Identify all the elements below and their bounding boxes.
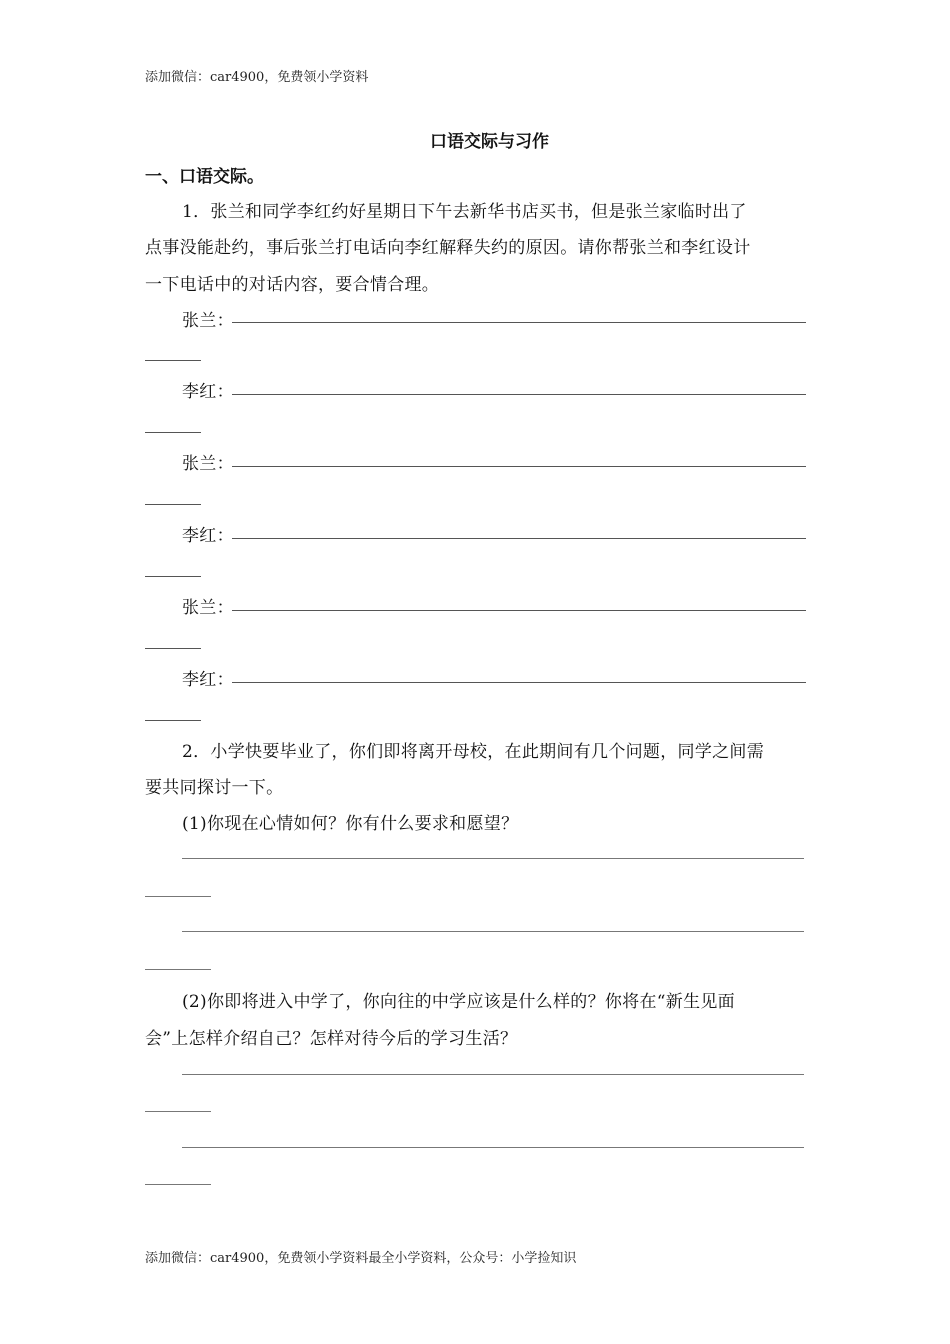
dialogue-speaker-3: 张兰： (182, 454, 234, 474)
q2-line-2: 要共同探讨一下。 (145, 778, 284, 798)
q2-line-1: 2．小学快要毕业了，你们即将离开母校，在此期间有几个问题，同学之间需 (182, 742, 765, 762)
q1-line-2: 点事没能赴约，事后张兰打电话向李红解释失约的原因。请你帮张兰和李红设计 (145, 238, 751, 258)
answer-line-tail (145, 360, 201, 361)
answer-line-tail (145, 432, 201, 433)
dialogue-speaker-1: 张兰： (182, 311, 234, 331)
answer-line-tail (145, 720, 201, 721)
q2-sub-question-1: (1)你现在心情如何？你有什么要求和愿望？ (182, 814, 519, 834)
section-heading-oral: 一、口语交际。 (145, 167, 264, 187)
answer-line[interactable] (232, 682, 806, 683)
answer-line[interactable] (182, 858, 804, 859)
q2-sub-question-2-line-2: 会”上怎样介绍自己？怎样对待今后的学习生活？ (145, 1029, 518, 1049)
page-title: 口语交际与习作 (430, 132, 549, 152)
answer-line[interactable] (232, 466, 806, 467)
dialogue-speaker-6: 李红： (182, 670, 234, 690)
answer-line[interactable] (232, 322, 806, 323)
page-header: 添加微信：car4900，免费领小学资料 (145, 70, 369, 85)
answer-line-tail (145, 648, 201, 649)
answer-line[interactable] (182, 1147, 804, 1148)
answer-line[interactable] (182, 1074, 804, 1075)
page-footer: 添加微信：car4900，免费领小学资料最全小学资料，公众号：小学捡知识 (145, 1251, 577, 1266)
dialogue-speaker-4: 李红： (182, 526, 234, 546)
q1-line-1: 1．张兰和同学李红约好星期日下午去新华书店买书，但是张兰家临时出了 (182, 202, 747, 222)
answer-line-tail (145, 1184, 211, 1185)
answer-line[interactable] (232, 610, 806, 611)
answer-line-tail (145, 896, 211, 897)
q1-line-3: 一下电话中的对话内容，要合情合理。 (145, 275, 440, 295)
q2-sub-question-2-line-1: (2)你即将进入中学了，你向往的中学应该是什么样的？你将在“新生见面 (182, 992, 735, 1012)
answer-line-tail (145, 576, 201, 577)
answer-line-tail (145, 504, 201, 505)
dialogue-speaker-2: 李红： (182, 382, 234, 402)
dialogue-speaker-5: 张兰： (182, 598, 234, 618)
answer-line-tail (145, 1111, 211, 1112)
answer-line[interactable] (232, 394, 806, 395)
answer-line-tail (145, 969, 211, 970)
answer-line[interactable] (232, 538, 806, 539)
answer-line[interactable] (182, 931, 804, 932)
